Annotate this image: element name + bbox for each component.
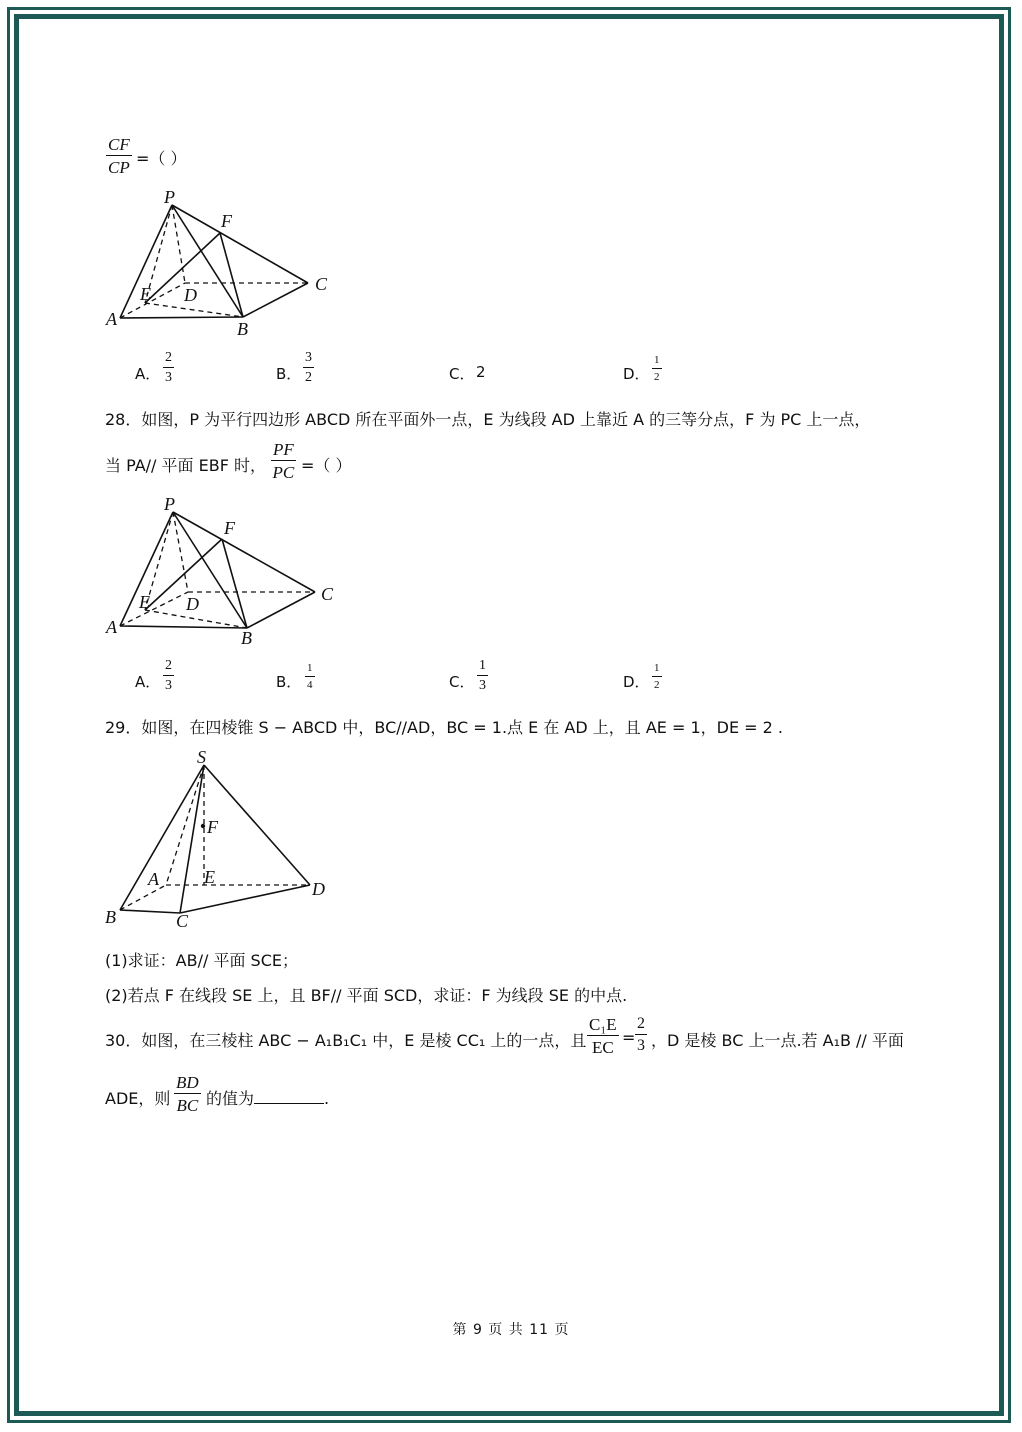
q29-label-S: S [197,747,206,767]
q29-label-E: E [204,867,215,887]
q28-label-P: P [164,494,175,514]
q27-option-b-value [303,351,314,385]
q27-label-B: B [237,319,248,339]
q30-fraction2 [635,1016,647,1054]
q30-line2-post [206,1086,329,1109]
q28-label-F: F [224,518,235,538]
q28-option-c-label: C． [449,673,475,691]
q27-figure [100,185,340,345]
q27-option-c-value: 2 [476,363,486,381]
q28-tail: =（ ） [301,456,352,475]
q27-label-C: C [315,274,328,294]
q28-option-a-label: A． [135,673,161,691]
q27-option-a-num: 2 [163,351,174,368]
q27-option-b-label: B． [276,365,302,383]
q28-label-D: D [186,594,199,614]
q28-line1: 28．如图，P 为平行四边形 ABCD 所在平面外一点，E 为线段 AD 上靠近 A 的三等分点，F 为 PC 上一点， [105,410,871,429]
q28-option-d-value [652,663,662,691]
q27-label-D: D [184,285,197,305]
q30-fraction1 [587,1016,619,1056]
q28-option-b-den: 4 [307,679,313,691]
q29-label-A: A [148,869,159,889]
q28-fraction-den: PC [272,463,295,482]
q30-line2-post-text: 的值为 [206,1089,255,1108]
q30-line1-pre: 30．如图，在三棱柱 ABC − A₁B₁C₁ 中，E 是棱 CC₁ 上的一点，且 [105,1031,587,1050]
q27-label-E: E [140,284,151,304]
q27-label-F: F [221,211,232,231]
q27-fraction [106,136,132,176]
q30-fraction1-num: C₁E [589,1015,617,1034]
q29-part1: (1)求证：AB// 平面 SCE； [105,951,298,970]
q27-option-b-den: 2 [305,370,312,385]
q27-fraction-den: CP [108,158,130,177]
q29-label-F: F [207,817,218,837]
q27-option-d-den: 2 [654,371,660,383]
q28-option-c-num: 1 [477,659,488,676]
q30-fraction2-den: 3 [637,1037,645,1054]
q28-label-B: B [241,628,252,648]
q27-option-d-num: 1 [652,355,662,369]
q29-point-F [201,824,205,828]
q28-figure [100,492,350,652]
q30-line1-post: ，D 是棱 BC 上一点.若 A₁B // 平面 [651,1031,904,1050]
q27-label-P: P [164,187,175,207]
q30-fraction2-num: 2 [635,1016,647,1035]
q30-eq: = [622,1028,636,1047]
q27-option-c-label: C． [449,365,475,383]
q28-option-b-num: 1 [305,663,315,677]
q28-option-d-label: D． [623,673,650,691]
q28-option-b-value [305,663,315,691]
q28-label-A: A [106,617,117,637]
q30-answer-blank[interactable] [254,1089,324,1104]
q29-line1: 29．如图，在四棱锥 S − ABCD 中，BC//AD，BC = 1.点 E 在 AD 上，且 AE = 1，DE = 2 . [105,718,784,737]
q27-option-a-label: A． [135,365,161,383]
q28-fraction-num: PF [273,440,294,459]
q27-tail: =（ ） [136,149,187,168]
q28-option-b-label: B． [276,673,302,691]
q28-option-c-value [477,659,488,693]
q28-label-E: E [139,592,150,612]
q28-option-a-value [163,659,174,693]
q27-option-b-num: 3 [303,351,314,368]
q30-fraction3-den: BC [176,1096,199,1115]
q27-label-A: A [106,309,117,329]
q30-line2-end: . [324,1089,330,1108]
q28-option-d-num: 1 [652,663,662,677]
q28-option-d-den: 2 [654,679,660,691]
q28-label-C: C [321,584,334,604]
q28-line2-pre: 当 PA// 平面 EBF 时， [105,456,266,475]
q30-line2-pre: ADE，则 [105,1089,171,1108]
q27-option-a-den: 3 [165,370,172,385]
q27-option-d-value [652,355,662,383]
q29-label-D: D [312,879,325,899]
q27-option-d-label: D． [623,365,650,383]
q30-fraction3-num: BD [176,1073,199,1092]
q29-label-C: C [176,911,189,931]
q30-fraction3 [174,1074,201,1114]
q29-part2: (2)若点 F 在线段 SE 上，且 BF// 平面 SCD，求证：F 为线段 SE 的中点. [105,986,628,1005]
q28-fraction [271,441,296,481]
page-footer: 第 9 页 共 11 页 [452,1322,570,1338]
q29-figure [100,745,340,935]
q28-option-a-num: 2 [163,659,174,676]
q27-option-a-value [163,351,174,385]
q27-fraction-num: CF [108,135,130,154]
q28-option-a-den: 3 [165,678,172,693]
q28-option-c-den: 3 [479,678,486,693]
q29-label-B: B [105,907,116,927]
q30-fraction1-den: EC [591,1038,614,1057]
